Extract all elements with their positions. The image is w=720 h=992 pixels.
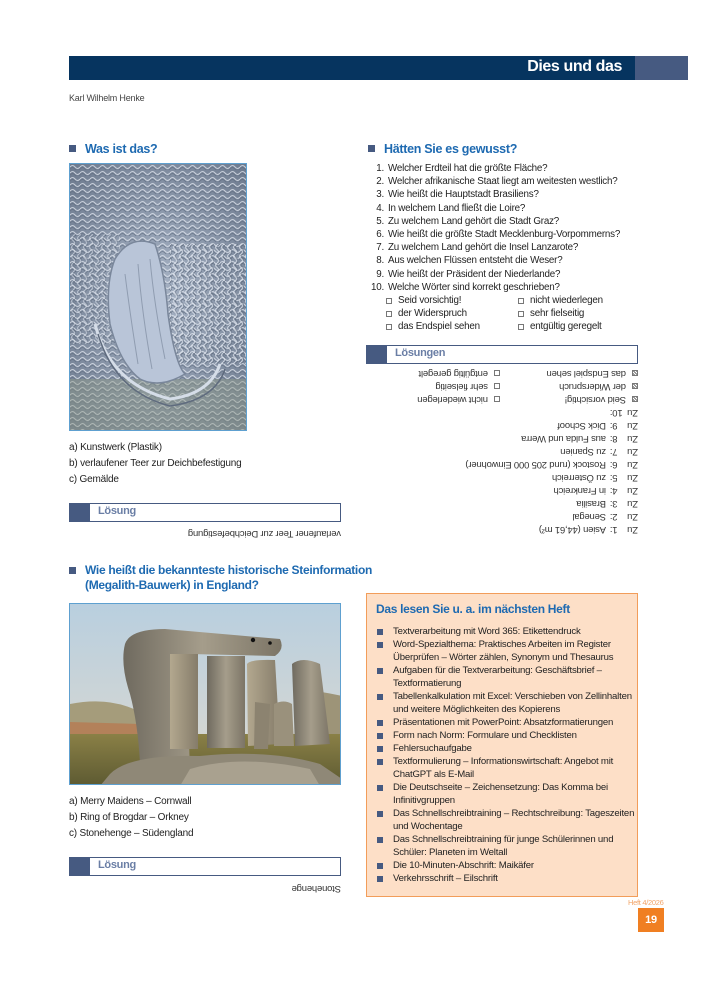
quiz1-option-b: b) verlaufener Teer zur Deichbefestigung [69,458,242,469]
quiz1-solution-bar [69,503,341,522]
checkbox-item[interactable] [518,320,648,333]
quiz2-solution-label: Lösung [98,859,136,871]
next-issue-list [377,625,635,885]
square-bullet-icon [377,863,383,869]
answer-text: Dick Schoof [557,420,606,431]
checkbox-item[interactable] [386,294,518,307]
answer-number: 9: [610,420,618,431]
checkbox-label: das Endspiel sehen [398,321,480,333]
quiz3-answers [366,367,638,536]
quiz2-heading-line1: Wie heißt die bekannteste historische Steinformation [85,563,373,577]
quiz2-option-a: a) Merry Maidens – Cornwall [69,796,192,807]
answer-number: 4: [610,485,618,496]
next-issue-item [377,859,635,872]
checkbox-label: entgültig geregelt [530,321,602,333]
next-issue-item [377,664,635,690]
question-item [368,268,648,281]
answer-number: 10: [610,407,623,418]
answer-checkbox-item [370,367,500,380]
unchecked-box-icon [494,384,500,390]
next-issue-item [377,729,635,742]
question-text: Aus welchen Flüssen entsteht die Weser? [388,255,563,267]
question-number: 7. [376,242,384,254]
quiz1-heading [69,141,157,157]
quiz3-questions [368,162,648,334]
answer-prefix: Zu [627,446,638,457]
stonehenge-photo [69,603,341,785]
checkbox-icon[interactable] [518,324,524,330]
quiz1-heading-text: Was ist das? [85,142,158,156]
quiz2-option-b: b) Ring of Brogdar – Orkney [69,812,189,823]
author-name: Karl Wilhelm Henke [69,93,145,103]
question-number: 5. [376,215,384,227]
question-item [368,241,648,254]
answer-prefix: Zu [627,524,638,535]
next-issue-item-text: Form nach Norm: Formulare und Checklisten [393,730,577,741]
quiz2-heading-line2: (Megalith-Bauwerk) in England? [85,578,259,592]
question-text: Welche Wörter sind korrekt geschrieben? [388,281,560,293]
next-issue-item-text: Aufgaben für die Textverarbeitung: Geschäftsbrief – Textformatierung [393,665,602,689]
checkbox-label: sehr fielseitig [530,308,585,320]
next-issue-item [377,742,635,755]
quiz2-option-c: c) Stonehenge – Südengland [69,828,194,839]
tar-photo [69,163,247,431]
question-text: Welcher Erdteil hat die größte Fläche? [388,163,548,174]
quiz3-heading-text: Hätten Sie es gewusst? [384,142,518,156]
answer-number: 2: [610,511,618,522]
answer-row [366,471,638,484]
square-bullet-icon [377,668,383,674]
answer-checkbox-item [500,367,638,380]
question-item [368,162,648,175]
answer-row [366,484,638,497]
quiz2-options [69,794,193,842]
answer-checkbox-item [500,393,638,406]
checked-box-icon [632,371,638,377]
next-issue-item-text: Tabellenkalkulation mit Excel: Verschieben von Zellinhalten und weitere Möglichkeiten des Kopierens [393,691,632,715]
question-item [368,254,648,267]
next-issue-item [377,755,635,781]
next-issue-item [377,638,635,664]
answer-row [366,458,638,471]
question-text: Wie heißt die größte Stadt Mecklenburg-Vorpommerns? [388,229,621,241]
quiz1-option-a: a) Kunstwerk (Plastik) [69,442,162,453]
question-item [368,175,648,188]
quiz2-solution-text: Stonehenge [291,883,341,894]
answer-text: zu Österreich [552,472,606,483]
question-number: 8. [376,255,384,267]
quiz1-solution-label: Lösung [98,505,136,517]
checkbox-item[interactable] [518,294,648,307]
answer-checkbox-label: Seid vorsichtig! [564,394,626,405]
quiz2-solution-bar [69,857,341,876]
question-text: Welcher afrikanische Staat liegt am weitesten westlich? [388,176,618,188]
answer-prefix: Zu [627,433,638,444]
next-issue-item-text: Das Schnellschreibtraining für junge Schülerinnen und Schüler: Planeten im Weltall [393,834,614,858]
answer-checkbox-item [370,380,500,393]
question-item [368,188,648,201]
solution-bar-marker [70,858,90,875]
answer-text: zu Spanien [560,446,606,457]
answer-number: 3: [610,498,618,509]
question-number: 2. [376,176,384,188]
quiz1-solution-text: verlaufener Teer zur Deichbefestigung [188,528,341,539]
next-issue-item-text: Das Schnellschreibtraining – Rechtschreibung: Tageszeiten und Wochentage [393,808,635,832]
answer-row [366,432,638,445]
header-banner [69,56,688,80]
next-issue-item-text: Textformulierung – Informationswirtschaft: Angebot mit ChatGPT als E-Mail [393,756,614,780]
question-item [368,228,648,241]
checked-box-icon [632,384,638,390]
banner-accent [635,56,688,80]
checked-box-icon [632,397,638,403]
next-issue-box [366,593,638,897]
answer-checkbox-item [370,393,500,406]
square-bullet-icon [69,145,76,152]
question-text: Wie heißt der Präsident der Niederlande? [388,268,561,280]
checkbox-label: der Widerspruch [398,308,467,320]
square-bullet-icon [377,642,383,648]
answer-number: 1: [610,524,618,535]
word-checkboxes [368,294,648,334]
page-number: 19 [638,908,664,932]
quiz1-option-c: c) Gemälde [69,474,119,485]
answer-checkbox-label: sehr fielseitig [435,381,488,392]
question-number: 9. [376,268,384,280]
question-text: Zu welchem Land gehört die Stadt Graz? [388,215,560,227]
quiz2-heading-text [85,563,372,593]
next-issue-item [377,716,635,729]
question-number: 3. [376,189,384,201]
solution-bar-marker [70,504,90,521]
square-bullet-icon [377,837,383,843]
square-bullet-icon [377,733,383,739]
square-bullet-icon [377,811,383,817]
quiz3-solution-bar [366,345,638,364]
answer-prefix: Zu [627,498,638,509]
quiz2-heading [69,563,373,593]
next-issue-item-text: Word-Spezialthema: Praktisches Arbeiten im Register Überprüfen – Wörter zählen, Synonym und Thesaurus [393,639,614,663]
answer-prefix: Zu [627,472,638,483]
question-text: Zu welchem Land gehört die Insel Lanzarote? [388,242,579,254]
issue-label: Heft 4/2026 [628,898,664,907]
square-bullet-icon [377,746,383,752]
answer-text: Rostock (rund 205 000 Einwohner) [465,459,606,470]
answer-checkboxes [366,367,638,406]
next-issue-item [377,833,635,859]
question-number: 6. [376,229,384,241]
question-item [368,281,648,294]
checkbox-label: Seid vorsichtig! [398,295,462,307]
square-bullet-icon [377,876,383,882]
checkbox-label: nicht wiederlegen [530,295,603,307]
answer-row [366,419,638,432]
quiz1-options [69,440,241,488]
question-item [368,215,648,228]
square-bullet-icon [377,629,383,635]
answer-text: Brasilia [576,498,606,509]
answer-checkbox-label: der Widerspruch [559,381,626,392]
answer-number: 5: [610,472,618,483]
next-issue-item-text: Textverarbeitung mit Word 365: Etikettendruck [393,626,581,637]
next-issue-item-text: Die Deutschseite – Zeichensetzung: Das Komma bei Infinitivgruppen [393,782,608,806]
stonehenge-image [70,604,341,785]
question-item [368,202,648,215]
answer-row [366,445,638,458]
next-issue-item-text: Präsentationen mit PowerPoint: Absatzformatierungen [393,717,614,728]
answer-text: aus Fulda und Werra [521,433,606,444]
answer-prefix: Zu [627,420,638,431]
checkbox-icon[interactable] [386,324,392,330]
answer-row [366,510,638,523]
answer-prefix: Zu [627,459,638,470]
quiz3-solution-label: Lösungen [395,347,446,359]
checkbox-item[interactable] [518,307,648,320]
answer-checkbox-label: entgültig geregelt [418,368,488,379]
answer-number: 6: [610,459,618,470]
answer-row [366,523,638,536]
answer-checkbox-label: nicht wiederlegen [417,394,488,405]
question-number: 10. [370,281,384,293]
answer-prefix: Zu [627,407,638,418]
question-number: 1. [376,163,384,174]
square-bullet-icon [377,720,383,726]
answer-checkbox-item [500,380,638,393]
solution-bar-marker [367,346,387,363]
square-bullet-icon [69,567,76,574]
answer-row [366,497,638,510]
answer-prefix: Zu [627,485,638,496]
next-issue-item [377,690,635,716]
question-text: In welchem Land fließt die Loire? [388,202,526,214]
square-bullet-icon [377,759,383,765]
next-issue-item [377,781,635,807]
answer-text: Senegal [572,511,606,522]
square-bullet-icon [377,785,383,791]
next-issue-item-text: Verkehrsschrift – Eilschrift [393,873,498,884]
answer-text: in Frankreich [553,485,606,496]
checkbox-item[interactable] [386,307,518,320]
unchecked-box-icon [494,371,500,377]
next-issue-heading: Das lesen Sie u. a. im nächsten Heft [376,602,570,616]
next-issue-item [377,807,635,833]
next-issue-item-text: Fehlersuchaufgabe [393,743,472,754]
checkbox-icon[interactable] [518,298,524,304]
answer-prefix: Zu [627,511,638,522]
next-issue-item [377,872,635,885]
section-title: Dies und das [527,58,622,75]
answer-number: 8: [610,433,618,444]
checkbox-item[interactable] [386,320,518,333]
square-bullet-icon [368,145,375,152]
answer-checkbox-label: das Endspiel sehen [546,368,626,379]
answer-text: Asien (44,61 m²) [538,524,606,535]
quiz3-heading [368,141,517,157]
checkbox-icon[interactable] [386,311,392,317]
answer-number: 7: [610,446,618,457]
square-bullet-icon [377,694,383,700]
question-number: 4. [376,202,384,214]
checkbox-icon[interactable] [518,311,524,317]
next-issue-item-text: Die 10-Minuten-Abschrift: Maikäfer [393,860,534,871]
question-text: Wie heißt die Hauptstadt Brasiliens? [388,189,539,201]
next-issue-item [377,625,635,638]
answer-row [366,406,638,419]
tar-image [70,164,247,431]
unchecked-box-icon [494,397,500,403]
checkbox-icon[interactable] [386,298,392,304]
